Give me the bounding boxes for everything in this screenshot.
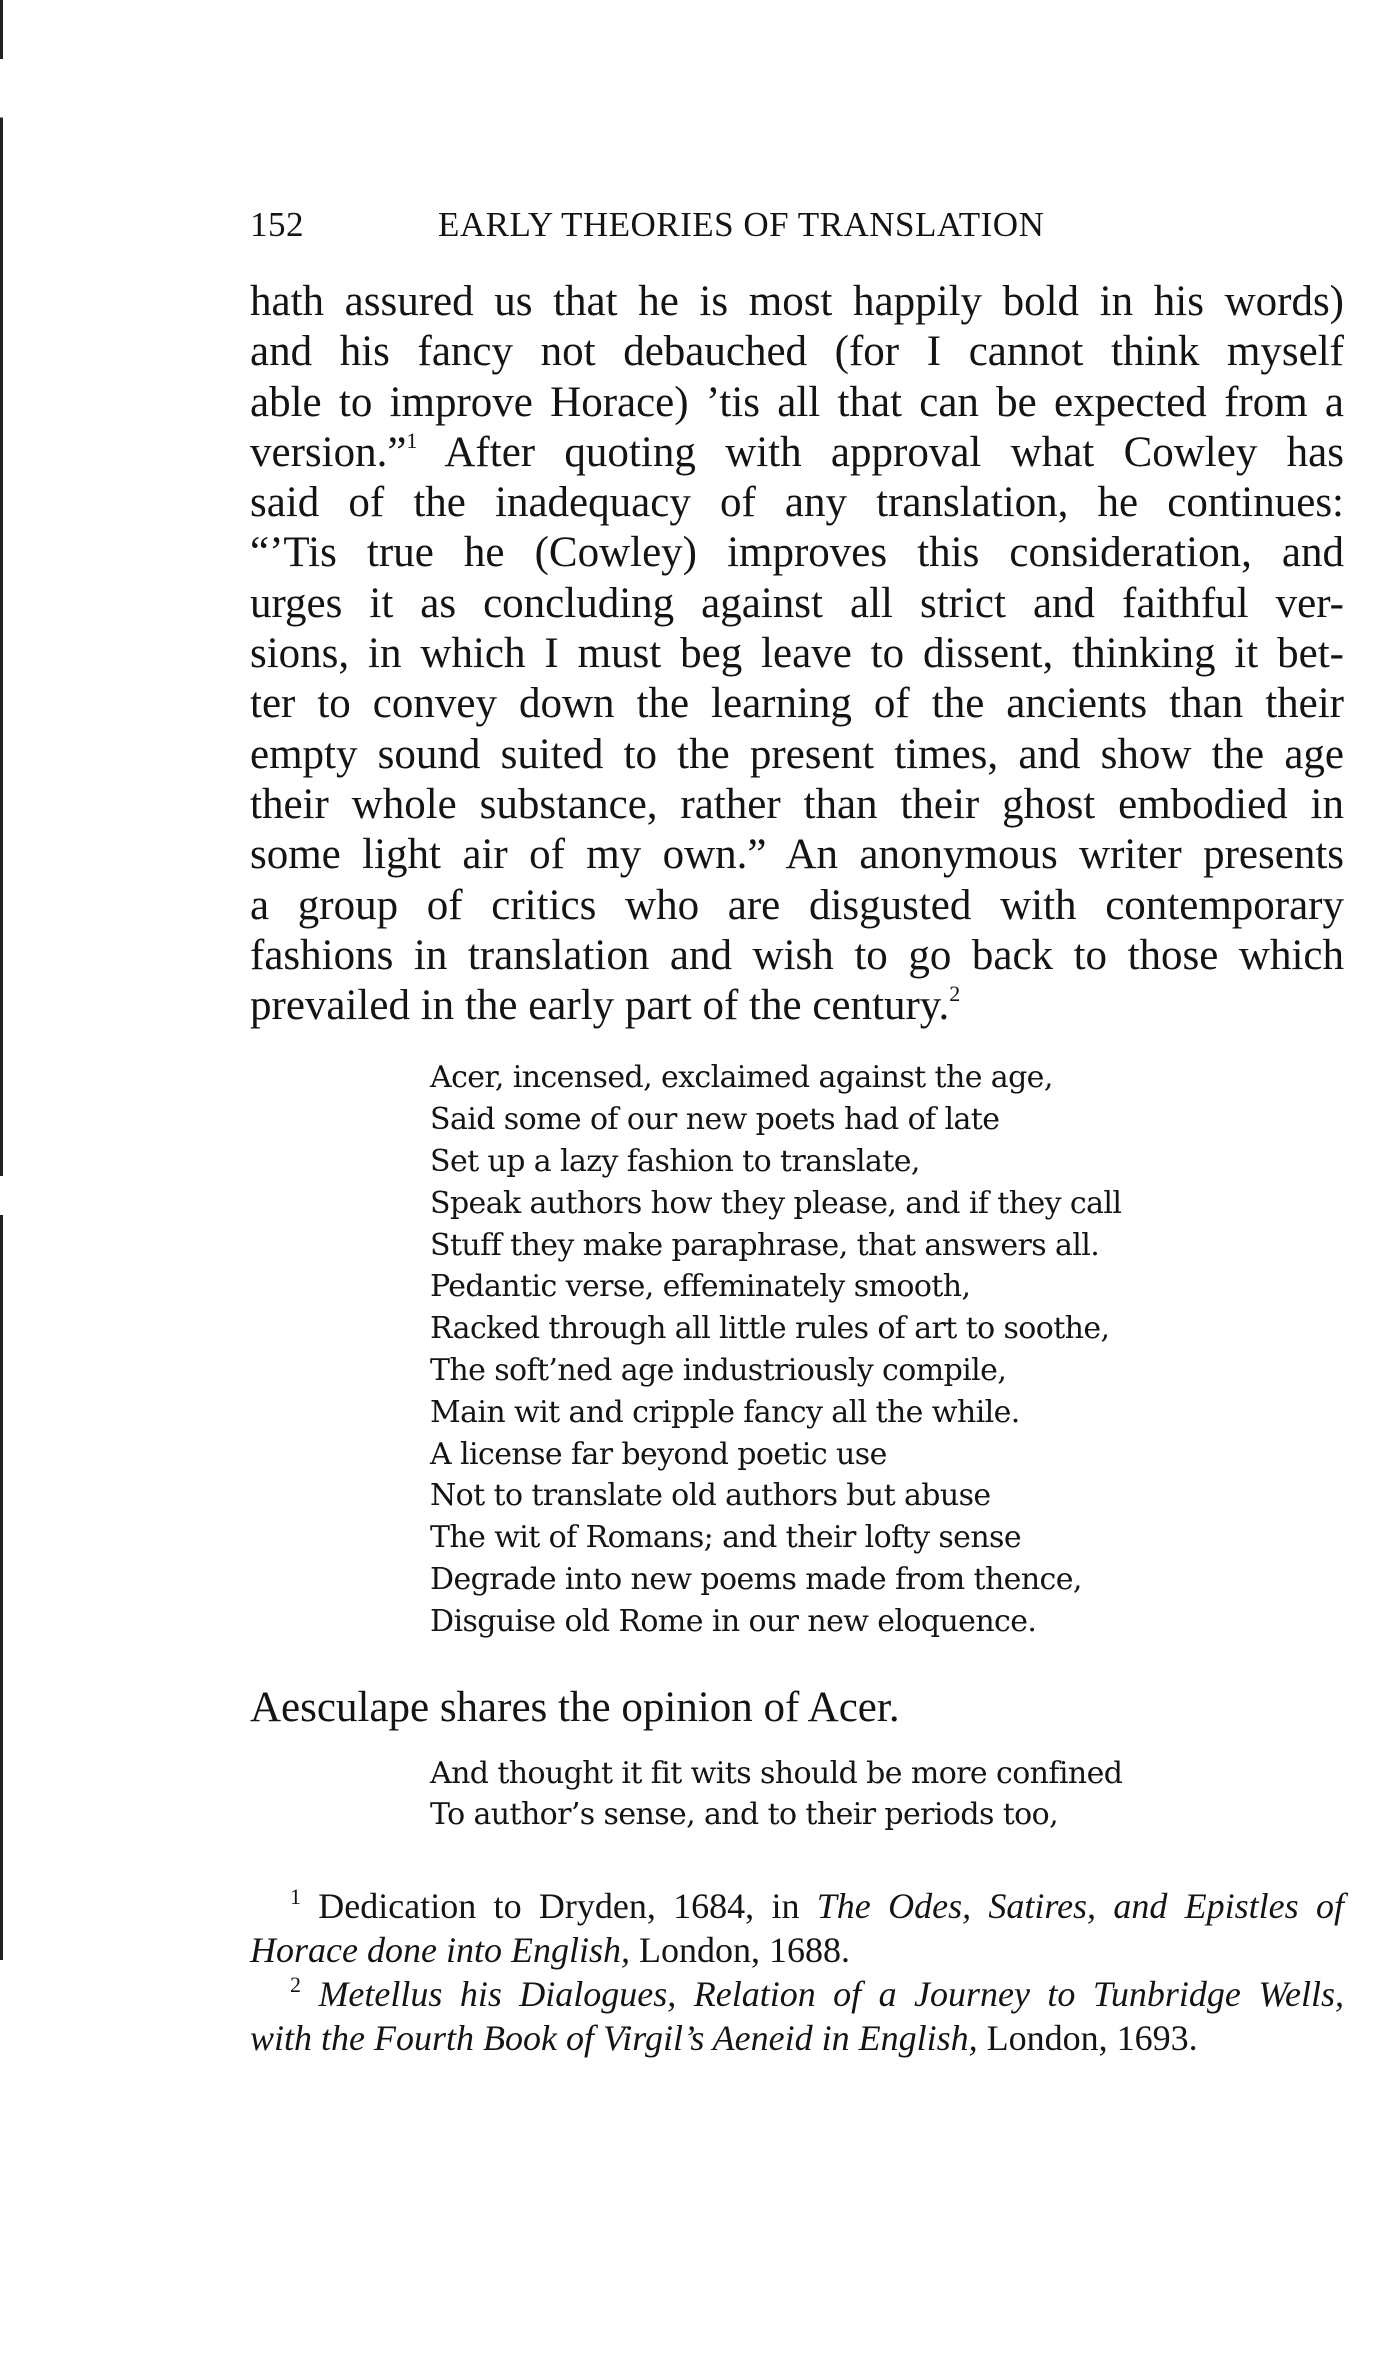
footnote-mark: 2 — [290, 1972, 301, 1998]
verse-line: Speak authors how they please, and if they call — [430, 1185, 1122, 1221]
verse-line: A license far beyond poetic use — [430, 1436, 887, 1472]
verse-line: Pedantic verse, effeminately smooth, — [430, 1269, 971, 1305]
running-header — [250, 205, 1350, 245]
footnote-2-line — [250, 2016, 1344, 2060]
body-line: sions, in which I must beg leave to dissent, thinking it bet- — [250, 630, 1344, 678]
verse-line: Set up a lazy fashion to translate, — [430, 1144, 920, 1180]
verse-line: Not to translate old authors but abuse — [430, 1478, 991, 1514]
verse-line: Racked through all little rules of art to soothe, — [430, 1311, 1110, 1347]
verse-line: Said some of our new poets had of late — [430, 1102, 1000, 1138]
verse-quotation-2 — [430, 1753, 1350, 1837]
footnote-text: Dedication to Dryden, 1684, in — [301, 1886, 817, 1927]
body-line: “’Tis true he (Cowley) improves this consideration, and — [250, 529, 1344, 577]
footnote-title: with the Fourth Book of Virgil’s Aeneid in English, — [250, 2018, 978, 2059]
body-line: fashions in translation and wish to go back to those which — [250, 931, 1344, 979]
body-line: a group of critics who are disgusted with contemporary — [250, 881, 1344, 929]
body-line: urges it as concluding against all strict and faithful ver- — [250, 579, 1344, 627]
footnote-title: The Odes, Satires, and Epistles of — [816, 1886, 1344, 1927]
footnote-text: London, 1693. — [977, 2018, 1198, 2059]
body-line: some light air of my own.” An anonymous writer presents — [250, 831, 1344, 879]
footnote-2-line — [250, 1972, 1344, 2016]
verse-line: The soft’ned age industriously compile, — [430, 1353, 1007, 1389]
body-line — [250, 428, 1344, 478]
verse-line: Degrade into new poems made from thence, — [430, 1562, 1082, 1598]
verse-line: To author’s sense, and to their periods too, — [430, 1797, 1059, 1833]
verse-line: Acer, incensed, exclaimed against the age, — [430, 1060, 1053, 1096]
verse-line: Disguise old Rome in our new eloquence. — [430, 1603, 1037, 1639]
verse-quotation-1 — [430, 1057, 1350, 1642]
body-line-segment: After quoting with approval what Cowley has — [417, 428, 1344, 476]
running-title: EARLY THEORIES OF TRANSLATION — [438, 205, 1045, 244]
footnote-title: Horace done into English, — [250, 1930, 630, 1971]
body-line — [250, 981, 1344, 1031]
body-line: able to improve Horace) ’tis all that can be expected from a — [250, 378, 1344, 426]
body-line: hath assured us that he is most happily bold in his words) — [250, 278, 1344, 325]
body-line-segment: prevailed in the early part of the century. — [250, 982, 950, 1030]
body-paragraph — [250, 277, 1344, 1031]
footnote-1-line — [250, 1928, 1344, 1972]
body-line: said of the inadequacy of any translation, he continues: — [250, 479, 1344, 527]
page-number: 152 — [250, 205, 304, 244]
scan-edge-shadow — [0, 0, 3, 1960]
body-line: ter to convey down the learning of the ancients than their — [250, 680, 1344, 728]
footnote-text: London, 1688. — [629, 1930, 850, 1971]
verse-line: Main wit and cripple fancy all the while. — [430, 1394, 1020, 1430]
body-line: and his fancy not debauched (for I cannot think myself — [250, 328, 1344, 376]
footnote-title: Metellus his Dialogues, Relation of a Journey to Tunbridge Wells, — [301, 1974, 1344, 2015]
footnote-1-line — [250, 1884, 1344, 1928]
footnotes — [250, 1884, 1344, 2060]
body-line: empty sound suited to the present times, and show the age — [250, 730, 1344, 778]
book-page — [250, 205, 1350, 2060]
verse-line: Stuff they make paraphrase, that answers all. — [430, 1227, 1100, 1263]
verse-line: The wit of Romans; and their lofty sense — [430, 1520, 1022, 1556]
footnote-mark: 1 — [290, 1884, 301, 1910]
body-line: their whole substance, rather than their ghost embodied in — [250, 780, 1344, 828]
footnote-ref-1: 1 — [406, 427, 418, 453]
lead-line: Aesculape shares the opinion of Acer. — [250, 1683, 900, 1731]
verse-line: And thought it fit wits should be more confined — [430, 1755, 1123, 1791]
footnote-ref-2: 2 — [949, 981, 961, 1007]
body-line-segment: version.” — [250, 428, 407, 476]
